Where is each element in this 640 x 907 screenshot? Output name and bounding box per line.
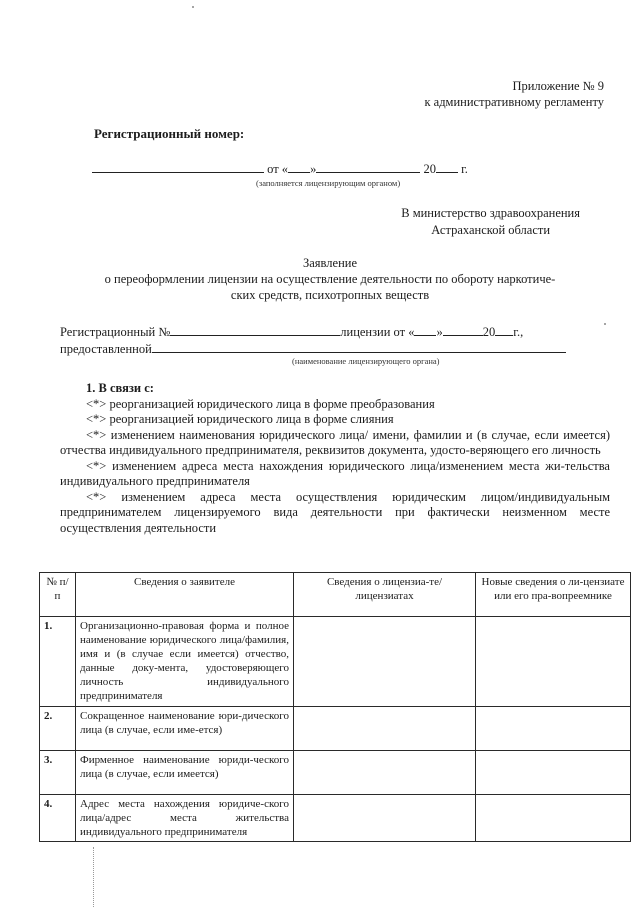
license-year-prefix: 20 <box>482 325 496 339</box>
row-number: 3. <box>40 751 76 795</box>
reasons-header: 1. В связи с: <box>86 381 154 395</box>
table-row <box>40 795 631 842</box>
statement-subject-line2: ских средств, психотропных веществ <box>230 288 430 302</box>
reason-item: <*> реорганизацией юридического лица в форме слияния <box>86 412 394 426</box>
row-description: Сокращенное наименование юри-дического лица (в случае, если име-ется) <box>76 707 294 751</box>
registration-date-line <box>92 160 468 177</box>
new-info-cell[interactable] <box>476 707 631 751</box>
table-row <box>40 707 631 751</box>
applicant-info-table <box>39 572 631 842</box>
license-month-blank[interactable] <box>443 323 483 336</box>
reasons-section <box>60 381 610 536</box>
row-number: 1. <box>40 617 76 707</box>
licensee-cell[interactable] <box>294 751 476 795</box>
reg-number-blank[interactable] <box>92 160 264 173</box>
row-number: 4. <box>40 795 76 842</box>
new-info-cell[interactable] <box>476 617 631 707</box>
reason-item: <*> реорганизацией юридического лица в форме преобразования <box>86 396 435 411</box>
license-registration-line <box>60 323 523 340</box>
statement-word: Заявление <box>302 256 357 270</box>
reason-item: <*> изменением адреса места осуществления юридическим лицом/индивидуальным предпринимателем лицензируемого вида деятельности при фактически неизменном месте осуществления деятельности <box>60 489 610 535</box>
license-year-suffix: г., <box>513 325 524 339</box>
date-from-label: от « <box>267 162 289 176</box>
licensing-authority-blank[interactable] <box>152 340 566 353</box>
license-day-blank[interactable] <box>414 323 436 336</box>
scan-artifact-line <box>93 847 95 907</box>
year-suffix: г. <box>461 162 468 176</box>
license-from-label: лицензии от « <box>340 325 415 339</box>
row-number: 2. <box>40 707 76 751</box>
day-blank[interactable] <box>288 160 310 173</box>
new-info-cell[interactable] <box>476 795 631 842</box>
recipient-ministry: В министерство здравоохранения <box>401 206 580 220</box>
scan-speck <box>604 323 606 325</box>
registration-number-title: Регистрационный номер: <box>94 126 245 141</box>
license-number-blank[interactable] <box>170 323 340 336</box>
licensing-authority-note: (заполняется лицензирующим органом) <box>256 178 401 188</box>
year-blank[interactable] <box>436 160 458 173</box>
scan-speck <box>192 6 194 8</box>
table-row <box>40 751 631 795</box>
new-info-cell[interactable] <box>476 751 631 795</box>
appendix-reference: к административному регламенту <box>424 95 604 109</box>
row-description: Адрес места нахождения юридиче-ского лица/адрес места жительства индивидуального предпринимателя <box>76 795 294 842</box>
license-close-quote: » <box>436 325 443 339</box>
month-blank[interactable] <box>316 160 420 173</box>
reason-item: <*> изменением адреса места нахождения юридического лица/изменением места жи-тельства индивидуального предпринимателя <box>60 458 610 488</box>
licensee-cell[interactable] <box>294 795 476 842</box>
year-prefix: 20 <box>423 162 436 176</box>
license-year-blank[interactable] <box>495 323 513 336</box>
recipient-block <box>401 205 580 239</box>
col-header-applicant: Сведения о заявителе <box>76 573 294 617</box>
licensee-cell[interactable] <box>294 617 476 707</box>
granted-label: предоставленной <box>60 342 152 356</box>
col-header-number: № п/п <box>40 573 76 617</box>
statement-title <box>60 255 600 303</box>
appendix-heading <box>424 78 604 110</box>
table-row <box>40 617 631 707</box>
statement-subject-line1: о переоформлении лицензии на осуществление деятельности по обороту наркотиче- <box>104 272 556 286</box>
row-description: Организационно-правовая форма и полное наименование юридического лица/фамилия, имя и (в случае если имеется) отчество, данные доку-мента, удостоверяющего личность индивидуального предпринимателя <box>76 617 294 707</box>
recipient-region: Астраханской области <box>431 223 551 237</box>
col-header-new-info: Новые сведения о ли-цензиате или его пра-вопреемнике <box>476 573 631 617</box>
granted-by-line <box>60 340 566 357</box>
licensee-cell[interactable] <box>294 707 476 751</box>
reg-no-label: Регистрационный № <box>60 325 171 339</box>
reason-item: <*> изменением наименования юридического лица/ имени, фамилии и (в случае, если имеется) отчества индивидуального предпринимателя, реквизитов документа, удосто-веряющего его личность <box>60 427 610 457</box>
row-description: Фирменное наименование юриди-ческого лица (в случае, если имеется) <box>76 751 294 795</box>
table-header-row <box>40 573 631 617</box>
appendix-number: Приложение № 9 <box>512 79 604 93</box>
authority-name-note: (наименование лицензирующего органа) <box>292 356 440 366</box>
date-close-quote: » <box>310 162 317 176</box>
col-header-licensee: Сведения о лицензиа-те/лицензиатах <box>294 573 476 617</box>
